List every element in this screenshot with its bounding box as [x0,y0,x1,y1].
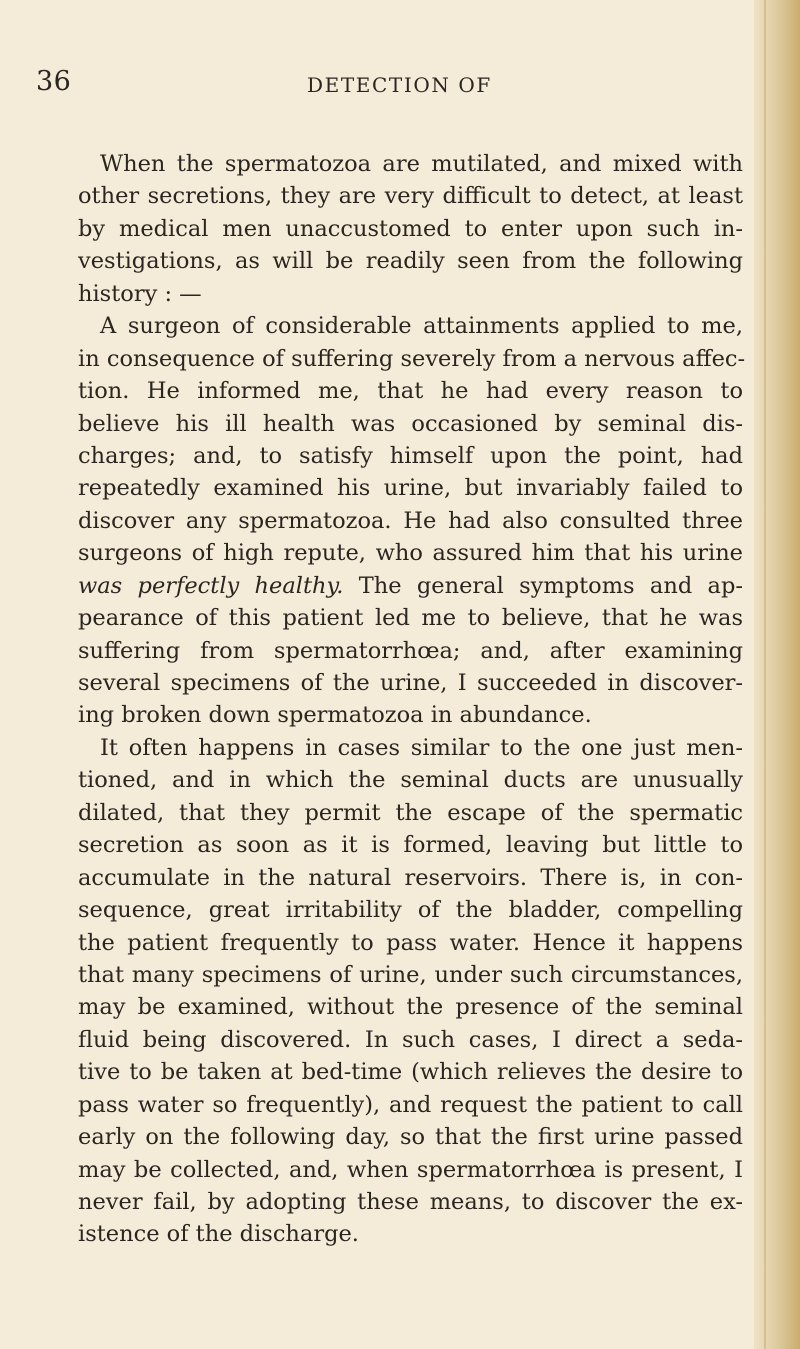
text-line: fluid being discovered. In such cases, I direct a seda- [78,1026,743,1053]
italic-phrase: was perfectly healthy. [78,572,344,599]
text-line: istence of the discharge. [78,1221,359,1248]
text-line-italic [78,570,743,602]
text-line: dilated, that they permit the escape of the spermatic [78,799,743,826]
running-head: DETECTION OF [307,73,492,97]
text-line: history : — [78,280,202,307]
text-line: sequence, great irritability of the bladder, compelling [78,897,743,924]
text-line: accumulate in the natural reservoirs. There is, in con- [78,864,743,891]
page-number: 36 [36,66,72,97]
text-line: the patient frequently to pass water. Hence it happens [78,929,743,956]
text-line: surgeons of high repute, who assured him that his urine [78,540,743,567]
page-header [0,66,760,110]
text-line: may be collected, and, when spermatorrhœa is present, I [78,1156,743,1183]
page-edge-shadow [754,0,800,1349]
text-line: ing broken down spermatozoa in abundance. [78,702,592,729]
text-line: discover any spermatozoa. He had also consulted three [78,507,743,534]
text-line: tion. He informed me, that he had every reason to [78,378,743,405]
text-line: secretion as soon as it is formed, leaving but little to [78,832,743,859]
paragraph-3 [78,732,743,1251]
text-line: may be examined, without the presence of the seminal [78,994,743,1021]
text-line: It often happens in cases similar to the one just men- [100,734,743,761]
text-line: tioned, and in which the seminal ducts are unusually [78,767,743,794]
text-line: several specimens of the urine, I succeeded in discover- [78,670,743,696]
text-line: repeatedly examined his urine, but invariably failed to [78,475,743,502]
text-column [78,148,746,1251]
text-line: pass water so frequently), and request the patient to call [78,1091,743,1118]
text-line: When the spermatozoa are mutilated, and mixed with [100,151,743,177]
text-line: never fail, by adopting these means, to discover the ex- [78,1189,743,1215]
text-line: by medical men unaccustomed to enter upon such in- [78,215,743,242]
text-line: A surgeon of considerable attainments applied to me, [100,313,743,340]
text-line: other secretions, they are very difficult to detect, at least [78,183,743,210]
text-line: that many specimens of urine, under such circumstances, [78,961,743,988]
paragraph-2 [78,310,746,732]
text-fragment: The general symptoms and ap- [343,572,743,599]
text-line: believe his ill health was occasioned by seminal dis- [78,410,743,437]
text-line: tive to be taken at bed-time (which relieves the desire to [78,1059,743,1086]
text-line: charges; and, to satisfy himself upon the point, had [78,442,743,469]
paragraph-1 [78,148,743,310]
text-line: early on the following day, so that the first urine passed [78,1124,743,1151]
text-line: in consequence of suffering severely from a nervous affec- [78,345,746,372]
text-line: pearance of this patient led me to believe, that he was [78,605,743,632]
text-line: vestigations, as will be readily seen from the following [78,248,743,275]
text-line: suffering from spermatorrhœa; and, after examining [78,637,743,664]
